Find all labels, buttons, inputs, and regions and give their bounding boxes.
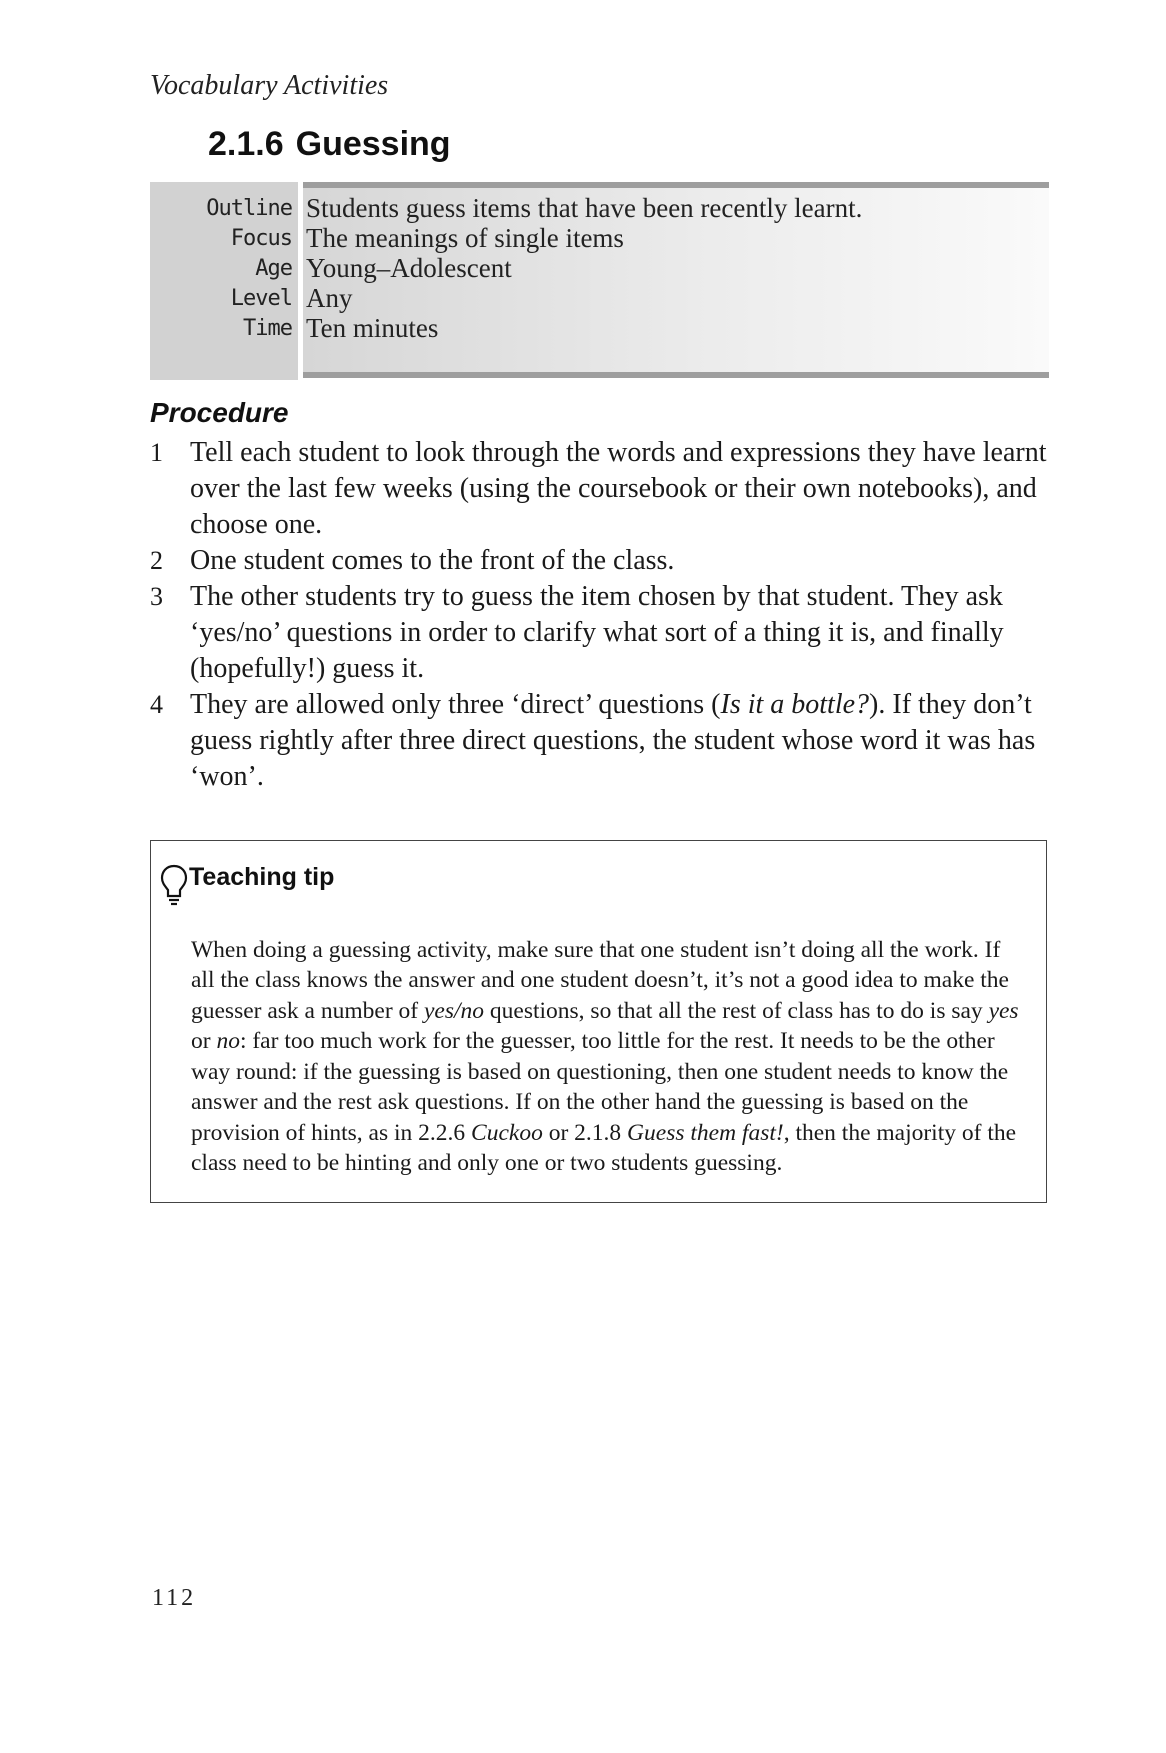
info-label: Time [243,316,292,341]
info-label: Level [230,286,292,311]
step-text: The other students try to guess the item chosen by that student. They ask ‘yes/no’ questions in order to clarify what sort of a thing it is, and finally (hopefully!) guess it. [190,581,1004,684]
tip-text: or [191,1028,217,1054]
info-row-age [150,252,1049,285]
info-value: The meanings of single items [306,223,624,253]
info-value: Ten minutes [306,313,439,343]
page-number: 112 [152,1585,197,1611]
info-row-level [150,282,1049,315]
step-text-part: ). If they don’t guess rightly after three direct questions, the student whose word it was has ‘won’. [190,689,1036,792]
info-label: Age [255,256,292,281]
info-row-time [150,312,1049,345]
info-top-rule [303,182,1049,188]
activity-info-box [150,182,1049,380]
step-number: 1 [150,438,163,467]
teaching-tip-heading: Teaching tip [189,863,335,891]
section-title [208,125,451,164]
lightbulb-icon [159,863,189,907]
procedure-step [150,435,1050,543]
info-value: Students guess items that have been recently learnt. [306,193,863,223]
tip-text: , then the majority of the class need to be hinting and only one or two students guessing. [191,1119,1017,1176]
info-row-focus [150,222,1049,255]
procedure-steps [150,435,1050,795]
info-label: Focus [230,226,292,251]
tip-emphasis: no [216,1028,240,1054]
procedure-heading: Procedure [150,397,289,428]
tip-text: questions, so that all the rest of class has to do is say [484,997,989,1024]
tip-emphasis: yes/no [423,997,485,1024]
tip-ref-title: Guess them fast! [621,1119,784,1146]
info-row-outline [150,192,1049,225]
teaching-tip-body [191,935,1021,1179]
section-number: 2.1.6 [208,125,284,163]
tip-ref-title: Cuckoo [465,1119,543,1146]
step-text [190,689,1035,792]
tip-text: When doing a guessing activity, make sure that one student isn’t doing all the work. If all the class knows the answer and one student doesn’t, it’s not a good idea to make the guesser ask a number of [191,936,1009,1024]
procedure-step [150,687,1050,795]
info-value: Young–Adolescent [306,253,512,283]
procedure-step [150,579,1050,687]
step-number: 3 [150,582,163,611]
info-label: Outline [206,196,292,221]
info-bottom-rule [303,372,1049,378]
tip-ref-number: 2.1.8 [574,1119,622,1146]
tip-text: : far too much work for the guesser, too little for the rest. It needs to be the other way round: if the guessing is based on questioning, then one student needs to know the answer and the rest ask questions. If on the other hand the guessing is based on the provision of hints, as in [191,1028,1009,1146]
tip-emphasis: yes [988,997,1019,1024]
step-text-part: They are allowed only three ‘direct’ questions ( [190,689,721,720]
teaching-tip-box [150,840,1047,1203]
section-title-text: Guessing [295,125,451,163]
info-value: Any [306,283,353,313]
tip-text: or [542,1119,575,1146]
running-head: Vocabulary Activities [150,70,389,101]
step-example: Is it a bottle? [720,689,870,720]
step-number: 4 [150,690,163,719]
tip-ref-number: 2.2.6 [418,1119,466,1146]
step-text: One student comes to the front of the class. [190,545,675,576]
step-text: Tell each student to look through the words and expressions they have learnt over the last few weeks (using the coursebook or their own notebooks), and choose one. [190,437,1047,540]
step-number: 2 [150,546,163,575]
procedure-step [150,543,1050,579]
